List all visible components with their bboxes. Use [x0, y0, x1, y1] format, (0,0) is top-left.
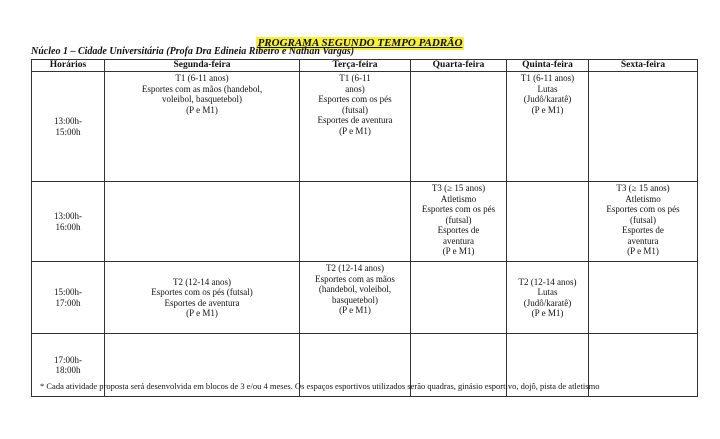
cell-line: Lutas — [537, 287, 558, 297]
time-cell — [32, 72, 105, 182]
cell-line: Esportes de aventura — [317, 115, 393, 125]
cell-line: (P e M1) — [531, 308, 564, 318]
time-line: 16:00h — [55, 221, 81, 232]
tuesday-cell — [300, 262, 411, 334]
monday-cell — [105, 182, 300, 262]
cell-line: Esportes de aventura — [164, 297, 240, 308]
cell-line: Atletismo — [625, 193, 661, 204]
schedule-table — [31, 59, 698, 397]
cell-line: T1 (6-11 anos) — [175, 73, 229, 83]
cell-line: voleibol, basquetebol) — [162, 94, 242, 104]
cell-line: Esportes de — [622, 225, 664, 235]
header-row — [32, 60, 698, 72]
cell-line: basquetebol) — [332, 294, 378, 305]
cell-line: (P e M1) — [531, 104, 564, 115]
cell-line: T2 (12-14 anos) — [518, 276, 577, 287]
cell-line: (P e M1) — [627, 246, 659, 256]
cell-line: T1 (6-11 — [339, 73, 371, 83]
wednesday-cell — [411, 72, 507, 182]
cell-line: (futsal) — [342, 104, 368, 115]
cell-line: T3 (≥ 15 anos) — [616, 183, 670, 193]
document-subtitle: Núcleo 1 – Cidade Universitária (Profa Dra Edineia Ribeiro e Nathan Vargas) — [31, 46, 355, 57]
header-quarta: Quarta-feira — [411, 60, 507, 72]
time-cell — [32, 262, 105, 334]
tuesday-cell — [300, 72, 411, 182]
cell-line: Esportes com as mãos (handebol, — [141, 83, 263, 94]
friday-cell — [589, 72, 698, 182]
cell-line: T3 (≥ 15 anos) — [431, 183, 486, 193]
document-title: PROGRAMA SEGUNDO TEMPO PADRÃO — [257, 37, 463, 49]
time-line: 15:00h- — [54, 287, 82, 297]
friday-cell — [589, 262, 698, 334]
monday-cell — [105, 72, 300, 182]
cell-line: anos) — [345, 83, 365, 94]
header-segunda: Segunda-feira — [105, 60, 300, 72]
tuesday-cell — [300, 182, 411, 262]
header-sexta: Sexta-feira — [589, 60, 698, 72]
header-terca: Terça-feira — [300, 60, 411, 72]
time-cell — [32, 182, 105, 262]
cell-line: T1 (6-11 anos) — [520, 73, 575, 83]
time-line: 15:00h — [55, 126, 81, 137]
footnote: * Cada atividade proposta será desenvolvida em blocos de 3 e/ou 4 meses. Os espaços esportivos utilizados serão quadras, ginásio esportivo, dojô, pista de atletismo — [40, 381, 600, 391]
thursday-cell — [507, 182, 589, 262]
cell-line: Esportes com os pés — [421, 204, 496, 214]
cell-line: (P e M1) — [339, 125, 371, 136]
table-row — [32, 262, 698, 334]
table-row — [32, 72, 698, 182]
monday-cell — [105, 262, 300, 334]
cell-line: (Judô/karatê) — [523, 297, 572, 308]
cell-line: Esportes com as mãos — [315, 273, 395, 284]
header-quinta: Quinta-feira — [507, 60, 589, 72]
cell-line: aventura — [443, 235, 474, 246]
cell-line: (P e M1) — [442, 246, 475, 256]
table-row — [32, 182, 698, 262]
cell-line: Lutas — [537, 83, 558, 94]
cell-line: (Judô/karatê) — [523, 94, 572, 104]
cell-line: T2 (12-14 anos) — [173, 276, 231, 287]
thursday-cell — [507, 262, 589, 334]
time-line: 13:00h- — [54, 211, 82, 221]
wednesday-cell — [411, 262, 507, 334]
cell-line: (futsal) — [630, 214, 656, 225]
wednesday-cell — [411, 182, 507, 262]
friday-cell — [589, 182, 698, 262]
cell-line: (P e M1) — [339, 305, 371, 315]
cell-line: Esportes com os pés — [318, 94, 392, 104]
time-line: 17:00h — [55, 297, 81, 308]
header-horarios: Horários — [32, 60, 105, 72]
cell-line: Esportes com os pés — [606, 204, 680, 214]
cell-line: Esportes de — [437, 225, 480, 235]
cell-line: aventura — [627, 235, 659, 246]
cell-line: (futsal) — [445, 214, 472, 225]
time-line: 17:00h- — [54, 354, 82, 365]
cell-line: Esportes com os pés (futsal) — [151, 287, 253, 297]
cell-line: Atletismo — [440, 193, 477, 204]
time-line: 18:00h — [55, 365, 81, 375]
cell-line: (P e M1) — [186, 104, 218, 115]
thursday-cell — [507, 72, 589, 182]
cell-line: T2 (12-14 anos) — [326, 263, 384, 273]
time-line: 13:00h- — [54, 116, 82, 126]
cell-line: (P e M1) — [186, 308, 218, 318]
cell-line: (handebol, voleibol, — [318, 284, 392, 294]
